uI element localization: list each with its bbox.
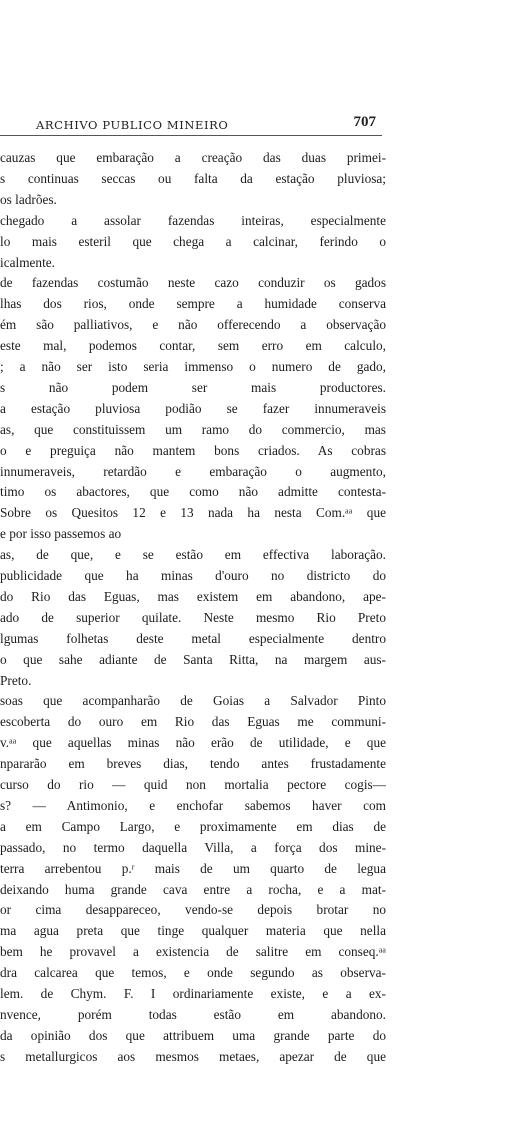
text-line: innumeraveis, retardão e embaração o augmento, bbox=[0, 463, 386, 479]
text-line: e por isso passemos ao bbox=[0, 526, 122, 542]
text-line: s não podem ser mais productores. bbox=[0, 379, 386, 395]
text-line: os ladrões. bbox=[0, 191, 57, 207]
text-line: as, de que, e se estão em effectiva laboração. bbox=[0, 547, 386, 563]
text-line: lgumas folhetas deste metal especialmente dentro bbox=[0, 630, 386, 646]
page-header bbox=[36, 114, 376, 134]
text-line: dra calcarea que temos, e onde segundo as observa- bbox=[0, 965, 386, 981]
text-line: passado, no termo daquella Villa, a força dos mine- bbox=[0, 839, 386, 855]
text-line: cauzas que embaração a creação das duas primei- bbox=[0, 150, 386, 165]
text-line: ; a não ser isto seria immenso o numero de gado, bbox=[0, 359, 386, 374]
text-line: do Rio das Eguas, mas existem em abandono, ape- bbox=[0, 588, 386, 604]
text-line: soas que acompanharão de Goias a Salvador Pinto bbox=[0, 693, 386, 709]
text-line: v.ᵃᵃ que aquellas minas não erão de utilidade, e que bbox=[0, 735, 386, 751]
text-line: as, que constituissem um ramo do commercio, mas bbox=[0, 421, 386, 437]
text-line: publicidade que ha minas d'ouro no districto do bbox=[0, 568, 386, 583]
text-line: icalmente. bbox=[0, 254, 56, 270]
text-line: ma agua preta que tinge qualquer materia que nella bbox=[0, 923, 386, 939]
text-line: s metallurgicos aos mesmos metaes, apezar de que bbox=[0, 1048, 386, 1064]
text-line: lem. de Chym. F. I ordinariamente existe, e a ex- bbox=[0, 986, 386, 1001]
text-line: ado de superior quilate. Neste mesmo Rio Preto bbox=[0, 609, 386, 625]
text-line: escoberta do ouro em Rio das Eguas me communi- bbox=[0, 714, 386, 730]
text-line: curso do rio — quid non mortalia pectore cogis— bbox=[0, 777, 386, 792]
text-line: lo mais esteril que chega a calcinar, ferindo o bbox=[0, 233, 386, 249]
running-title: ARCHIVO PUBLICO MINEIRO bbox=[36, 118, 229, 132]
header-rule bbox=[0, 135, 382, 136]
text-line: s continuas seccas ou falta da estação pluviosa; bbox=[0, 170, 386, 186]
text-line: ém são palliativos, e não offerecendo a observação bbox=[0, 317, 386, 333]
text-line: nvence, porém todas estão em abandono. bbox=[0, 1006, 386, 1022]
text-line: s? — Antimonio, e enchofar sabemos haver com bbox=[0, 797, 386, 813]
text-line: este mal, podemos contar, sem erro em calculo, bbox=[0, 338, 386, 354]
body-text bbox=[0, 148, 386, 1078]
text-line: npararão em breves dias, tendo antes frustadamente bbox=[0, 756, 386, 772]
text-line: bem he provavel a existencia de salitre em conseq.ᵃᵃ bbox=[0, 944, 386, 960]
text-line: a estação pluviosa podião se fazer innumeraveis bbox=[0, 400, 386, 416]
text-line: Sobre os Quesitos 12 e 13 nada ha nesta Com.ᵃᵃ que bbox=[0, 505, 386, 521]
text-line: deixando huma grande cava entre a rocha, e a mat- bbox=[0, 881, 386, 897]
text-line: a em Campo Largo, e proximamente em dias de bbox=[0, 818, 386, 834]
text-line: timo os abactores, que como não admitte contesta- bbox=[0, 484, 386, 500]
page-number: 707 bbox=[353, 114, 376, 130]
text-line: terra arrebentou p.ʳ mais de um quarto de legua bbox=[0, 860, 386, 876]
text-line: chegado a assolar fazendas inteiras, especialmente bbox=[0, 212, 386, 228]
text-line: lhas dos rios, onde sempre a humidade conserva bbox=[0, 296, 386, 312]
text-line: o e preguiça não mantem bons criados. As cobras bbox=[0, 442, 386, 458]
text-line: Preto. bbox=[0, 672, 32, 688]
text-line: de fazendas costumão neste cazo conduzir os gados bbox=[0, 275, 386, 291]
text-line: o que sahe adiante de Santa Ritta, na margem aus- bbox=[0, 651, 386, 667]
text-line: or cima desappareceo, vendo-se depois brotar no bbox=[0, 902, 386, 918]
text-line: da opinião dos que attribuem uma grande parte do bbox=[0, 1027, 386, 1043]
